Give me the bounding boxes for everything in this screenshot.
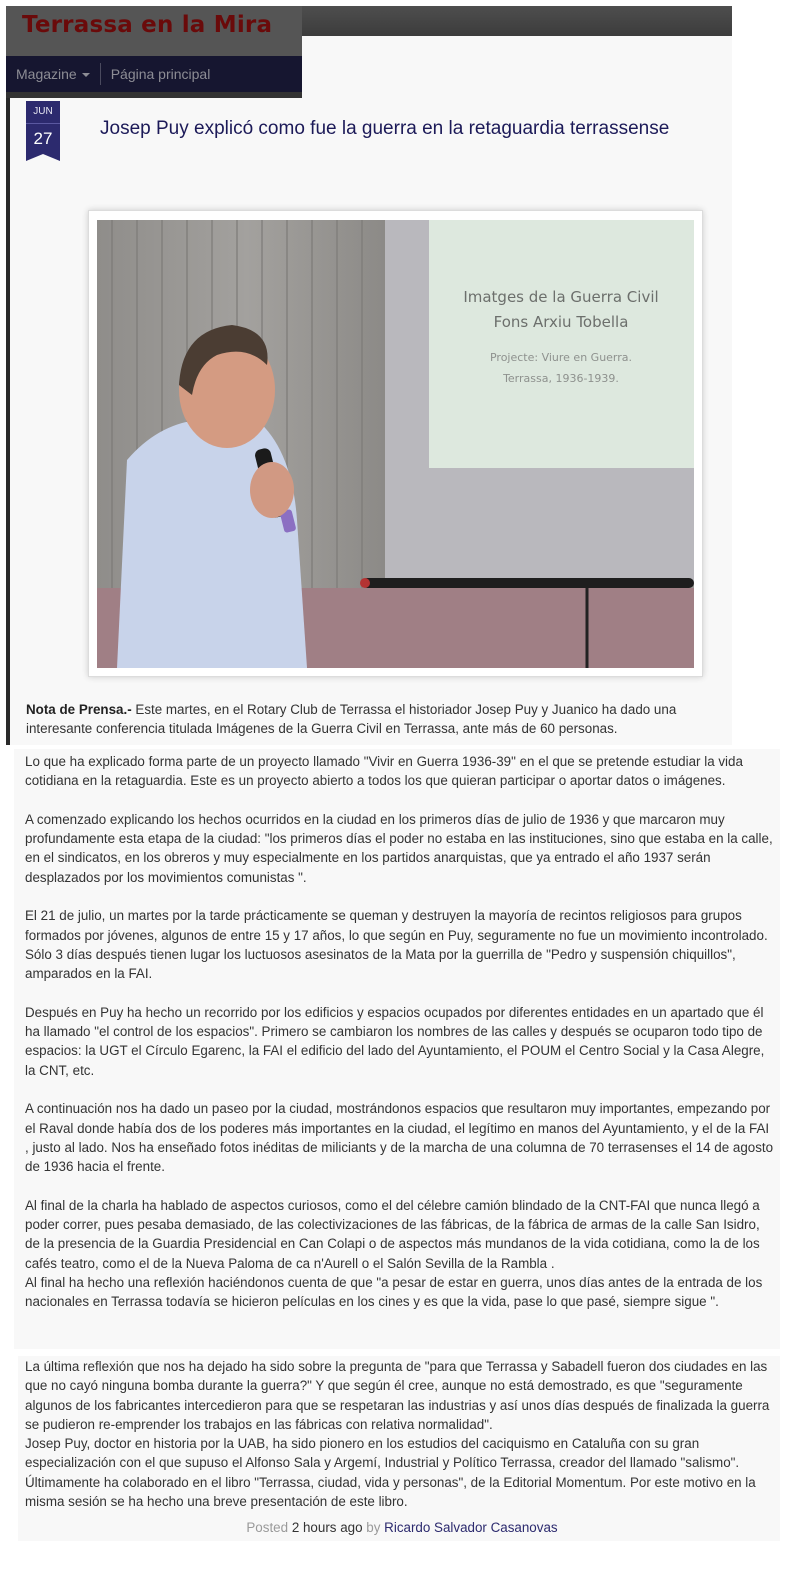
closing-paragraph: Josep Puy, doctor en historia por la UAB, ha sido pionero en los estudios del caciquismo en Cataluña con su gran especialización con el que supuso el Alfonso Sala y Argemí, Industrial y Político Terrassa, creador del llamado "salismo". Últimamente ha colaborado en el libro "Terrassa, ciudad, vida y personas", de la Editorial Momentum. Por este motivo en la misma sesión se ha hecho una breve presentación de este libro. bbox=[25, 1436, 756, 1510]
nav-item-magazine[interactable] bbox=[6, 66, 100, 82]
screen-cap bbox=[360, 578, 370, 588]
post-title[interactable]: Josep Puy explicó como fue la guerra en la retaguardia terrassense bbox=[100, 118, 670, 139]
nav-item-label: Magazine bbox=[16, 66, 77, 82]
post-time[interactable]: 2 hours ago bbox=[291, 1520, 363, 1535]
closing-paragraph: La última reflexión que nos ha dejado ha sido sobre la pregunta de "para que Terrassa y Sabadell fueron dos ciudades en las que no cayó ninguna bomba durante la guerra?" Y que según él cree, aunque no está demostrado, es que "seguramente algunos de los fabricantes intercedieron para que se respetaran las industrias y así unos días después de finalizada la guerra se pudieron re-emprender los trabajos en las fábricas con relativa normalidad". bbox=[25, 1359, 770, 1432]
body-paragraph: El 21 de julio, un martes por la tarde prácticamente se queman y destruyen la mayoría de recintos religiosos para grupos formados por jóvenes, algunos de entre 15 y 17 años, lo que según en Puy, seguramente no fue un movimiento incontrolado. Sólo 3 días después tienen lugar los luctuosos asesinatos de la Mata por la guerrilla de "Pedro y suspensión chiquillos", amparados en la FAI. bbox=[25, 908, 768, 982]
post-meta bbox=[0, 1520, 804, 1535]
nav-shadow bbox=[6, 92, 302, 98]
by-label: by bbox=[366, 1520, 381, 1535]
press-note-label: Nota de Prensa.- bbox=[26, 702, 132, 717]
slide-line: Fons Arxiu Tobella bbox=[493, 313, 629, 331]
date-badge bbox=[26, 101, 60, 161]
main-nav bbox=[6, 56, 302, 92]
ribbon-tail bbox=[26, 154, 60, 161]
body-paragraph: Lo que ha explicado forma parte de un proyecto llamado "Vivir en Guerra 1936-39" en el que se pretende estudiar la vida cotidiana en la retaguardia. Este es un proyecto abierto a todos los que quieran participar o aportar datos o imágenes. bbox=[25, 754, 743, 789]
date-month: JUN bbox=[26, 101, 60, 124]
photo-illustration bbox=[97, 220, 694, 668]
lead-text: Este martes, en el Rotary Club de Terrassa el historiador Josep Puy y Juanico ha dado una interesante conferencia titulada Imágenes de la Guerra Civil en Terrassa, ante más de 60 personas. bbox=[26, 702, 677, 737]
caret-down-icon bbox=[82, 73, 90, 77]
body-paragraph: A continuación nos ha dado un paseo por la ciudad, mostrándonos espacios que resultaron muy importantes, empezando por el Raval donde había dos de los poderes más importantes en la ciudad, el legítimo en manos del Ayuntamiento, y el de la FAI , justo al lado. Nos ha enseñado fotos inéditas de miliciants y de la marcha de una columna de 70 terrasenses el 14 de agosto de 1936 hacia el frente. bbox=[25, 1101, 774, 1175]
article-body bbox=[25, 752, 775, 1312]
posted-label: Posted bbox=[246, 1520, 289, 1535]
hand bbox=[250, 462, 294, 518]
body-paragraph: A comenzado explicando los hechos ocurridos en la ciudad en los primeros días de julio de 1936 y que marcaron muy profundamente esta etapa de la ciudad: "los primeros días el poder no estaba en las instituciones, sino que estaba en la calle, en el sindicatos, en los obreros y muy especialmente en los partidos anarquistas, que ya entrado el año 1937 serán desplazados por los movimientos comunistas ". bbox=[25, 811, 773, 885]
site-logo[interactable]: Terrassa en la Mira bbox=[22, 12, 273, 38]
post-image[interactable] bbox=[97, 220, 694, 668]
lead-paragraph bbox=[26, 700, 716, 739]
shirt bbox=[117, 420, 307, 668]
projected-slide bbox=[429, 220, 694, 468]
article-closing bbox=[25, 1357, 775, 1511]
author-link[interactable]: Ricardo Salvador Casanovas bbox=[384, 1520, 558, 1535]
card-border bbox=[6, 98, 10, 745]
slide-line: Terrassa, 1936-1939. bbox=[503, 372, 619, 385]
screen-bar bbox=[362, 578, 694, 588]
date-day: 27 bbox=[26, 124, 60, 154]
slide-line: Imatges de la Guerra Civil bbox=[463, 288, 659, 306]
post-image-frame bbox=[88, 210, 703, 677]
nav-item-pagina-principal[interactable]: Página principal bbox=[110, 66, 211, 82]
body-paragraph: Al final de la charla ha hablado de aspectos curiosos, como el del célebre camión blindado de la CNT-FAI que nunca llegó a poder correr, pues pesaba demasiado, de las colectivizaciones de las fábricas, de la fábrica de armas de la calle San Isidro, de la presencia de la Guardia Presidencial en Can Colapi o de aspectos más mundanos de la vida cotidiana, como la de los cafés teatro, como el de la Nueva Paloma de ca n'Aurell o el Salón Sevilla de la Rambla . Al final ha hecho una reflexión haciéndonos cuenta de que "a pesar de estar en guerra, unos días antes de la entrada de los nacionales en Terrassa todavía se hicieron películas en los cines y es que la vida, pase lo que pasé, siempre sigue ". bbox=[25, 1197, 763, 1310]
slide-line: Projecte: Viure en Guerra. bbox=[489, 351, 633, 364]
body-paragraph: Después en Puy ha hecho un recorrido por los edificios y espacios ocupados por diferentes entidades en un apartado que él ha llamado "el control de los espacios". Primero se cambiaron los nombres de las calles y después se ocuparon todo tipo de espacios: la UGT el Círculo Egarenc, la FAI el edificio del lado del Ayuntamiento, el POUM el Centro Social y la Casa Alegre, la CNT, etc. bbox=[25, 1004, 765, 1078]
